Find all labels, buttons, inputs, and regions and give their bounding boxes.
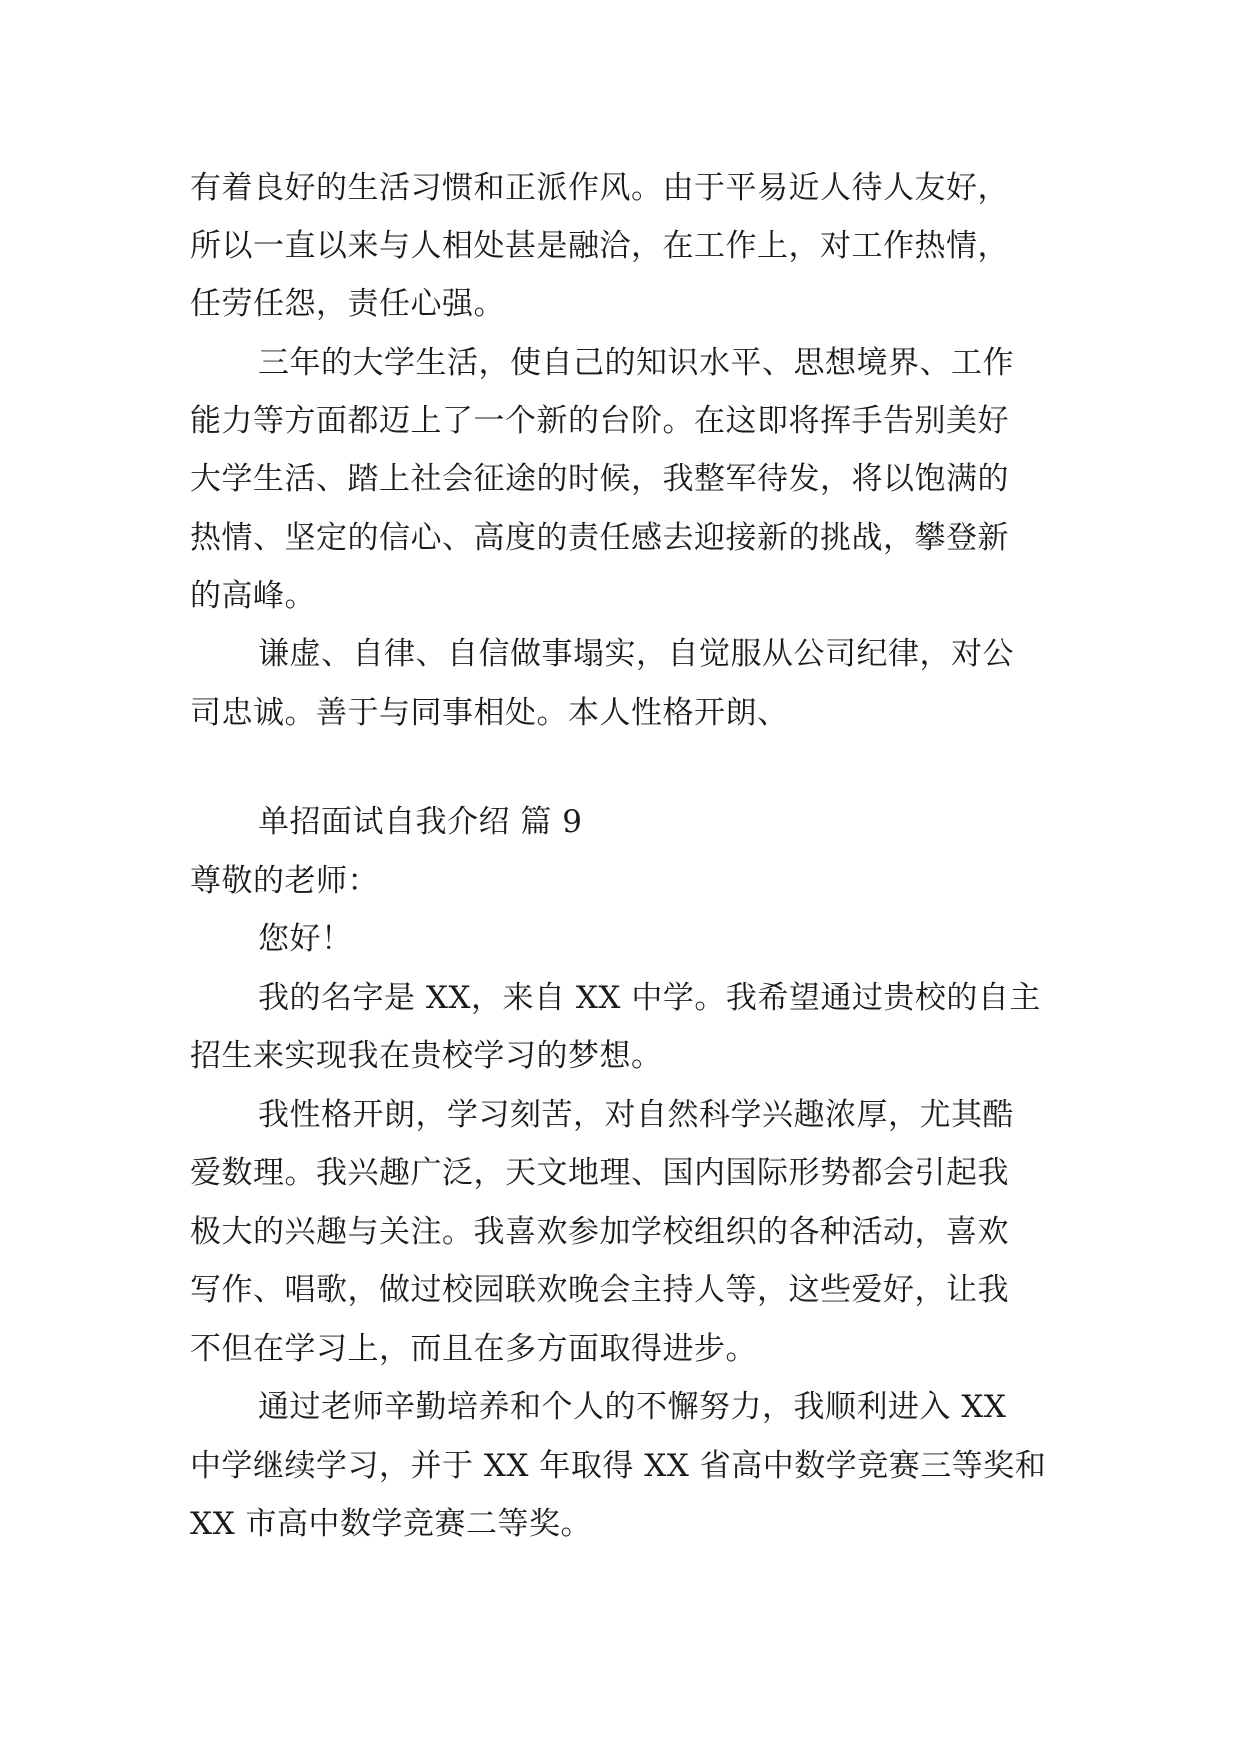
text-line: 写作、唱歌，做过校园联欢晚会主持人等，这些爱好，让我 [190, 1272, 1009, 1308]
text-line: 司忠诚。善于与同事相处。本人性格开朗、 [190, 695, 789, 731]
text-line: 爱数理。我兴趣广泛，天文地理、国内国际形势都会引起我 [190, 1155, 1009, 1191]
text-line: 任劳任怨，责任心强。 [190, 286, 505, 322]
text-line: XX 市高中数学竞赛二等奖。 [190, 1506, 592, 1542]
text-line: 三年的大学生活，使自己的知识水平、思想境界、工作 [258, 345, 1014, 381]
text-line: 大学生活、踏上社会征途的时候，我整军待发，将以饱满的 [190, 461, 1009, 497]
salutation: 尊敬的老师： [190, 863, 379, 899]
greeting: 您好！ [258, 921, 353, 957]
text-line: 谦虚、自律、自信做事塌实，自觉服从公司纪律，对公 [258, 636, 1014, 672]
text-line: 我的名字是 XX，来自 XX 中学。我希望通过贵校的自主 [258, 980, 1041, 1016]
text-line: 招生来实现我在贵校学习的梦想。 [190, 1038, 663, 1074]
text-line: 中学继续学习，并于 XX 年取得 XX 省高中数学竞赛三等奖和 [190, 1448, 1047, 1484]
text-line: 所以一直以来与人相处甚是融洽，在工作上，对工作热情， [190, 228, 1009, 264]
section-heading: 单招面试自我介绍 篇 9 [258, 804, 583, 840]
text-line: 不但在学习上，而且在多方面取得进步。 [190, 1331, 757, 1367]
text-line: 通过老师辛勤培养和个人的不懈努力，我顺利进入 XX [258, 1389, 1007, 1425]
text-line: 能力等方面都迈上了一个新的台阶。在这即将挥手告别美好 [190, 403, 1009, 439]
text-line: 我性格开朗，学习刻苦，对自然科学兴趣浓厚，尤其酷 [258, 1097, 1014, 1133]
text-line: 有着良好的生活习惯和正派作风。由于平易近人待人友好， [190, 170, 1009, 206]
text-line: 热情、坚定的信心、高度的责任感去迎接新的挑战，攀登新 [190, 520, 1009, 556]
text-line: 的高峰。 [190, 578, 316, 614]
text-line: 极大的兴趣与关注。我喜欢参加学校组织的各种活动，喜欢 [190, 1214, 1009, 1250]
